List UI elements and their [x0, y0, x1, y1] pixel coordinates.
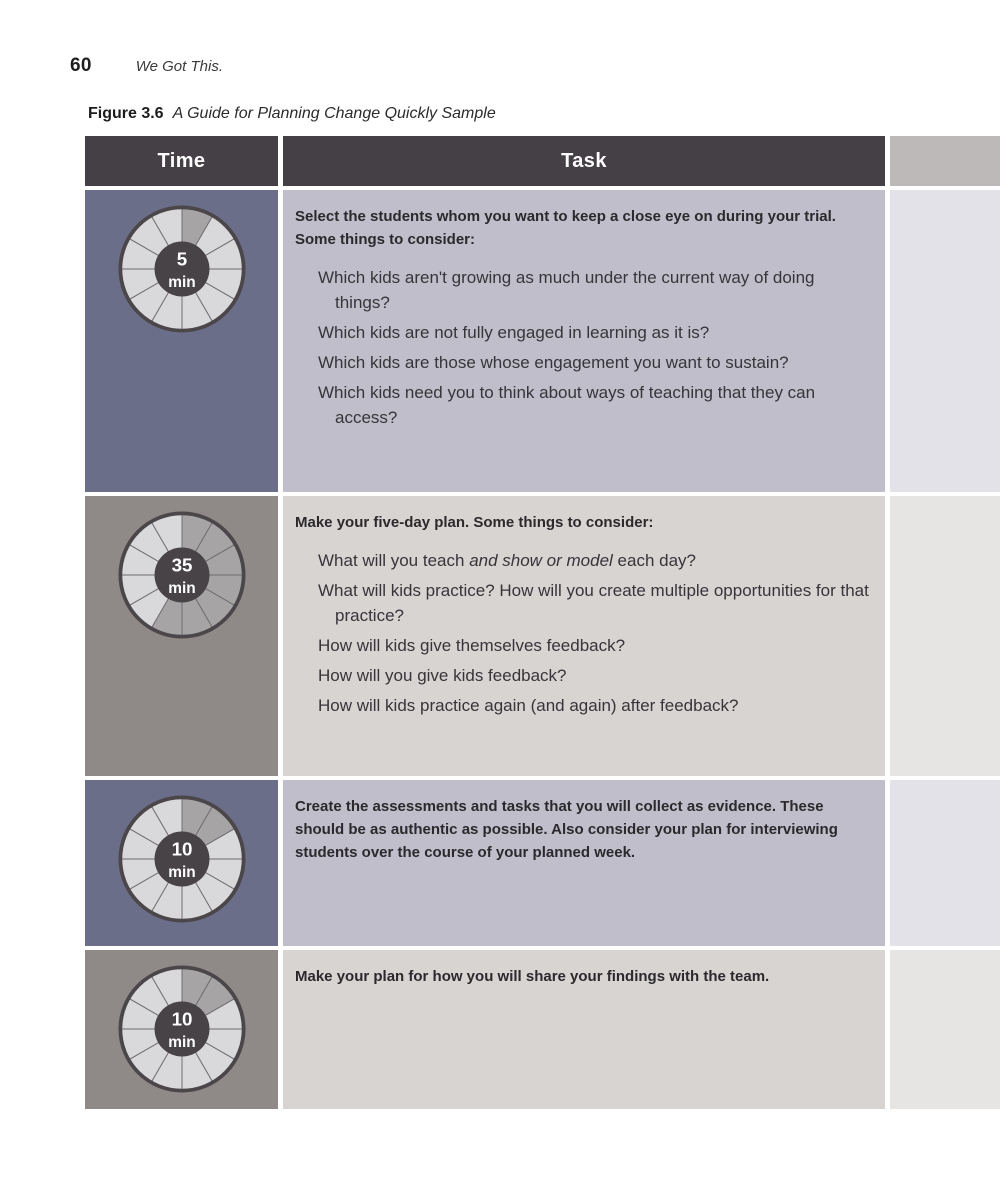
timer-clock-icon [115, 962, 249, 1096]
task-question [295, 350, 869, 375]
task-question-list [295, 548, 869, 718]
task-question [295, 380, 869, 430]
clock-minutes-label: 10 [171, 838, 192, 860]
time-cell [85, 496, 278, 776]
task-question-text: Which kids aren't growing as much under the current way of doing things? [318, 268, 815, 312]
clock-unit-label: min [167, 1034, 196, 1052]
task-question-text: each day? [612, 551, 697, 570]
side-column-cell [890, 780, 1000, 946]
clock-unit-label: min [167, 580, 196, 598]
figure-caption [88, 105, 496, 123]
task-cell [283, 950, 885, 1109]
timer-clock-icon [115, 508, 249, 642]
task-question [295, 633, 869, 658]
side-column-header [890, 136, 1000, 186]
task-cell [283, 496, 885, 776]
task-column-header [283, 136, 885, 186]
timer-clock-icon [115, 202, 249, 336]
task-question-text: How will kids give themselves feedback? [318, 636, 626, 655]
timer-clock-icon [115, 792, 249, 926]
time-cell [85, 190, 278, 492]
figure-title: A Guide for Planning Change Quickly Sample [172, 105, 496, 122]
running-title: We Got This. [135, 58, 223, 75]
task-question [295, 663, 869, 688]
task-cell [283, 780, 885, 946]
task-question [295, 320, 869, 345]
task-question-text: What will kids practice? How will you create multiple opportunities for that practice? [318, 581, 869, 625]
task-question-text: Which kids are not fully engaged in learning as it is? [318, 323, 710, 342]
task-question [295, 693, 869, 718]
time-cell [85, 950, 278, 1109]
time-column-header [85, 136, 278, 186]
task-question-text: Which kids are those whose engagement you want to sustain? [318, 353, 789, 372]
task-intro: Create the assessments and tasks that you will collect as evidence. These should be as authentic as possible. Also consider your plan for interviewing students over the course of your planned week. [295, 798, 838, 861]
task-intro: Select the students whom you want to keep a close eye on during your trial. Some things to consider: [295, 208, 836, 248]
side-column-cell [890, 190, 1000, 492]
clock-minutes-label: 35 [171, 554, 192, 576]
clock-unit-label: min [167, 274, 196, 292]
task-cell [283, 190, 885, 492]
task-question-text: What will you teach [318, 551, 470, 570]
task-question [295, 548, 869, 573]
task-column-header-label: Task [561, 149, 607, 172]
time-column-header-label: Time [157, 149, 206, 172]
page-header [70, 55, 223, 77]
task-intro: Make your five-day plan. Some things to consider: [295, 514, 654, 531]
task-question-list [295, 265, 869, 430]
figure-label: Figure 3.6 [88, 105, 164, 122]
task-question [295, 578, 869, 628]
page-number: 60 [70, 55, 92, 76]
task-question-text: Which kids need you to think about ways of teaching that they can access? [318, 383, 816, 427]
side-column-cell [890, 496, 1000, 776]
task-question-italic-text: and show or model [469, 551, 613, 570]
task-question [295, 265, 869, 315]
task-question-text: How will you give kids feedback? [318, 666, 567, 685]
planning-table [85, 136, 1000, 1109]
task-question-text: How will kids practice again (and again) after feedback? [318, 696, 739, 715]
task-intro: Make your plan for how you will share your findings with the team. [295, 968, 770, 985]
side-column-cell [890, 950, 1000, 1109]
clock-unit-label: min [167, 864, 196, 882]
clock-minutes-label: 5 [176, 248, 187, 270]
time-cell [85, 780, 278, 946]
clock-minutes-label: 10 [171, 1008, 192, 1030]
